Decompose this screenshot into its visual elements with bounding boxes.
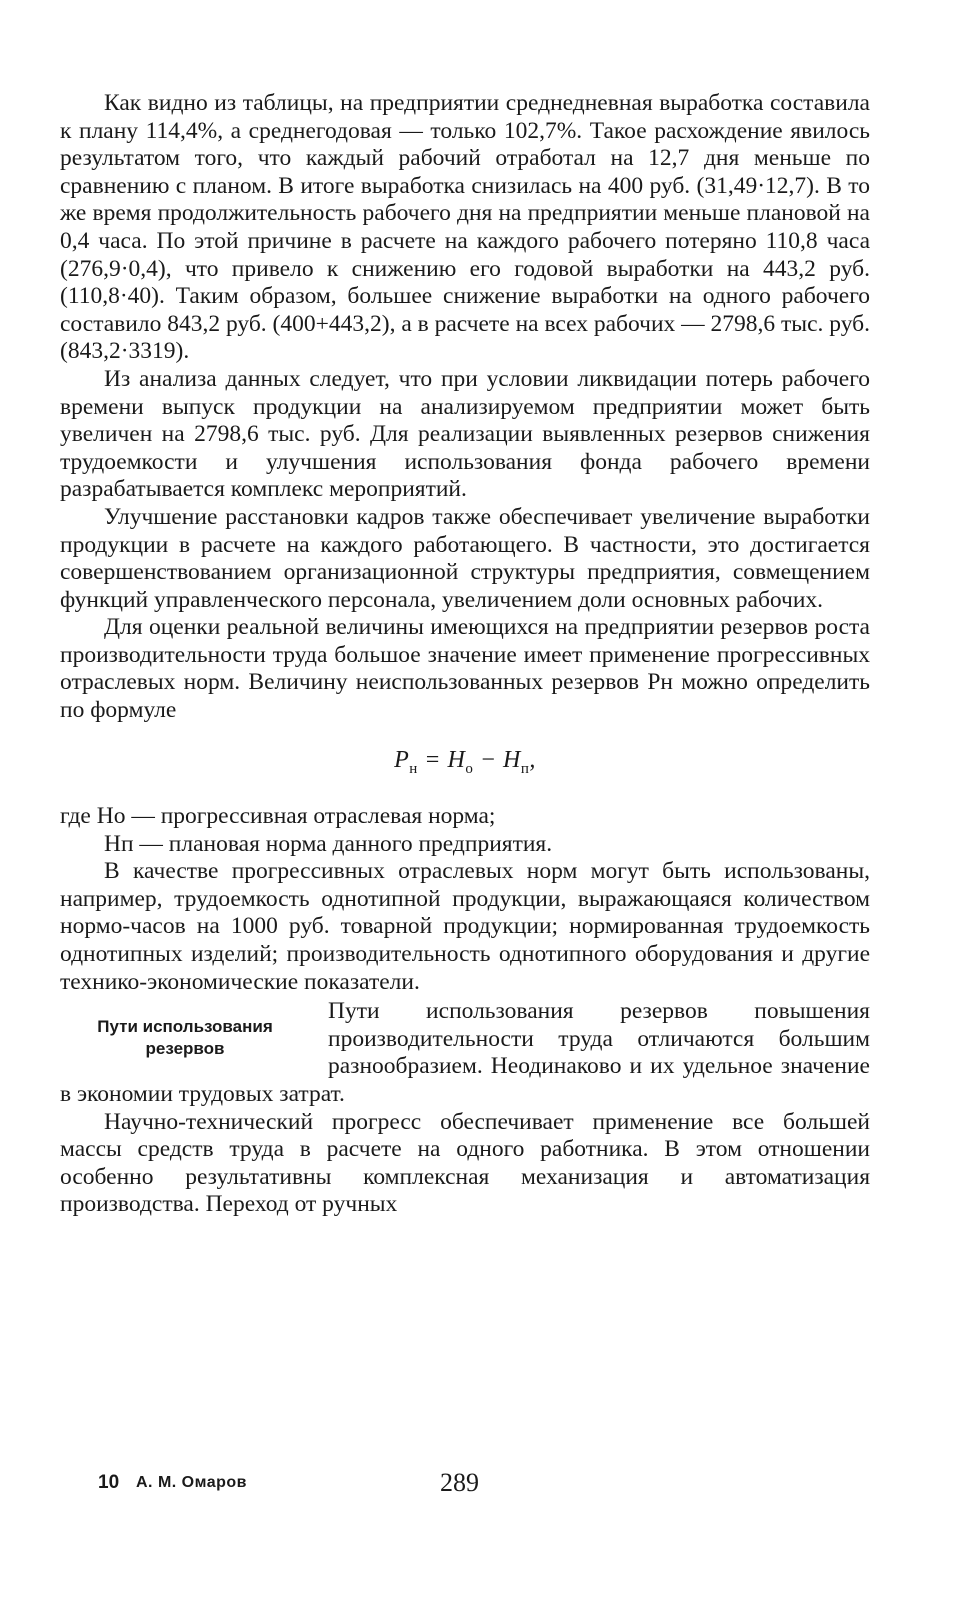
formula-b-sub: п: [520, 760, 530, 777]
paragraph-3: Улучшение расстановки кадров также обеспечивает увеличение выработки продукции в расчете на каждого работающего. В частности, это достигается совершенствованием организационной структуры предприятия, совмещением функций управленческого персонала, увеличением доли основных рабочих.: [60, 503, 870, 613]
paragraph-1: Как видно из таблицы, на предприятии среднедневная выработка составила к плану 114,4%, а среднегодовая — только 102,7%. Такое расхождение явилось результатом того, что каждый рабочий отработал на 12,7 дня меньше по сравнению с планом. В итоге выработка снизилась на 400 руб. (31,49·12,7). В то же время продолжительность рабочего дня на предприятии меньше плановой на 0,4 часа. По этой причине в расчете на каждого рабочего потеряно 110,8 часа (276,9·0,4), что привело к снижению его годовой выработки на 443,2 руб. (110,8·40). Таким образом, большее снижение выработки на одного рабочего составило 843,2 руб. (400+443,2), а в расчете на всех рабочих — 2798,6 тыс. руб. (843,2·3319).: [60, 90, 870, 365]
formula-lhs: Р: [394, 746, 410, 773]
paragraph-5: В качестве прогрессивных отраслевых норм могут быть использованы, например, трудоемкость однотипной продукции, выражающаяся количеством нормо-часов на 1000 руб. товарной продукции; нормированная трудоемкость однотипных изделий; производительность однотипного оборудования и другие технико-экономические показатели.: [60, 858, 870, 995]
signature-number: 10: [98, 1472, 120, 1493]
paragraph-2: Из анализа данных следует, что при условии ликвидации потерь рабочего времени выпуск продукции на анализируемом предприятии может быть увеличен на 2798,6 тыс. руб. Для реализации выявленных резервов снижения трудоемкости и улучшения использования фонда рабочего времени разрабатывается комплекс мероприятий.: [60, 365, 870, 503]
formula-eq: =: [417, 746, 448, 773]
paragraph-7: Научно-технический прогресс обеспечивает применение все большей массы средств труда в расчете на одного работника. В этом отношении особенно результативны комплексная механизация и автоматизация производства. Переход от ручных: [60, 1108, 870, 1218]
page-number: 289: [440, 1468, 479, 1497]
formula: [60, 747, 870, 783]
page-body: [60, 90, 870, 1219]
signature-author: А. М. Омаров: [136, 1474, 248, 1491]
formula-minus: −: [473, 746, 504, 773]
paragraph-6: Пути использования резервов повышения производительности труда отличаются большим разнообразием. Неодинаково и их удельное значение в экономии трудовых затрат.: [60, 998, 870, 1107]
formula-a-sub: о: [465, 760, 474, 777]
formula-lhs-sub: н: [409, 760, 418, 777]
where-line-2: Нп — плановая норма данного предприятия.: [104, 830, 553, 857]
side-heading: Пути использования резервов: [97, 1017, 273, 1059]
page-footer: [98, 1468, 858, 1502]
where-line-1: где Но — прогрессивная отраслевая норма;: [60, 803, 496, 830]
formula-tail: ,: [529, 746, 536, 773]
formula-b: Н: [503, 746, 521, 773]
side-heading-block: [60, 998, 870, 1108]
formula-a: Н: [447, 746, 466, 773]
paragraph-4: Для оценки реальной величины имеющихся на предприятии резервов роста производительности труда большое значение имеет применение прогрессивных отраслевых норм. Величину неиспользованных резервов Рн можно определить по формуле: [60, 614, 870, 724]
